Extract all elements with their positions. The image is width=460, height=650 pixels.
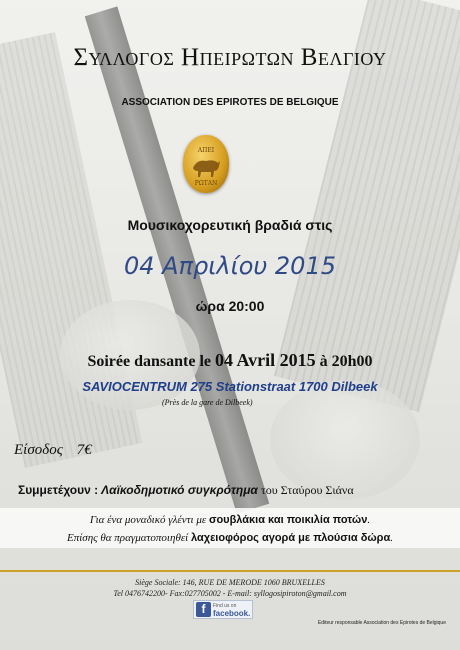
facebook-name: facebook. bbox=[213, 608, 251, 618]
association-subtitle: ASSOCIATION DES EPIROTES DE BELGIQUE bbox=[121, 97, 339, 108]
contact-address: Siège Sociale: 146, RUE DE MERODE 1060 BRUXELLES bbox=[135, 578, 325, 587]
association-title: Συλλογος Ηπειρωτων Βελγιου bbox=[73, 44, 387, 71]
participants-label: Συμμετέχουν : bbox=[18, 483, 99, 497]
info-line-1: Για ένα μοναδικό γλέντι με σουβλάκια και ποικιλία ποτών. bbox=[89, 514, 371, 526]
facebook-badge[interactable] bbox=[193, 600, 253, 619]
entry-fee bbox=[14, 442, 106, 459]
soiree-prefix: Soirée dansante le bbox=[87, 353, 215, 370]
coin-inscription-top: ΑΠΕΙ bbox=[197, 147, 215, 154]
participants-group: Λαϊκοδημοτικό συγκρότημα bbox=[101, 483, 258, 497]
soiree-time: 20h00 bbox=[331, 353, 373, 370]
entry-price: 7€ bbox=[76, 442, 92, 458]
entry-label: Είσοδος bbox=[14, 442, 63, 458]
venue-address: SAVIOCENTRUM 275 Stationstraat 1700 Dilbeek bbox=[82, 379, 378, 394]
soiree-middle: à bbox=[315, 353, 332, 370]
facebook-find-us: Find us on bbox=[213, 602, 237, 609]
event-line-french bbox=[0, 350, 460, 371]
contact-phones[interactable]: Tel 0476742200- Fax:027705002 - E-mail: syllogosipiroton@gmail.com bbox=[113, 589, 347, 598]
participants-leader: του Σταύρου Σιάνα bbox=[260, 483, 354, 497]
event-date-greek: 04 Απριλίου 2015 bbox=[124, 252, 336, 280]
event-intro-greek: Μουσικοχορευτική βραδιά στις bbox=[127, 217, 333, 233]
venue-note: (Près de la gare de Dilbeek) bbox=[162, 398, 253, 407]
info-band bbox=[0, 508, 460, 548]
info-line-2: Επίσης θα πραγματοποιηθεί λαχειοφόρος αγορά με πλούσια δώρα. bbox=[66, 532, 393, 544]
soiree-date: 04 Avril 2015 bbox=[214, 350, 316, 370]
ancient-coin-icon bbox=[183, 135, 229, 193]
event-time-greek: ώρα 20:00 bbox=[195, 298, 265, 314]
participants-line bbox=[18, 483, 354, 498]
contact-info bbox=[0, 577, 460, 599]
facebook-icon: f bbox=[196, 602, 211, 617]
divider bbox=[0, 570, 460, 572]
editor-note: Editeur responsable Association des Epirotes de Belgique bbox=[317, 620, 446, 626]
coin-inscription-bottom: ΡΩΤΑΝ bbox=[194, 180, 218, 187]
